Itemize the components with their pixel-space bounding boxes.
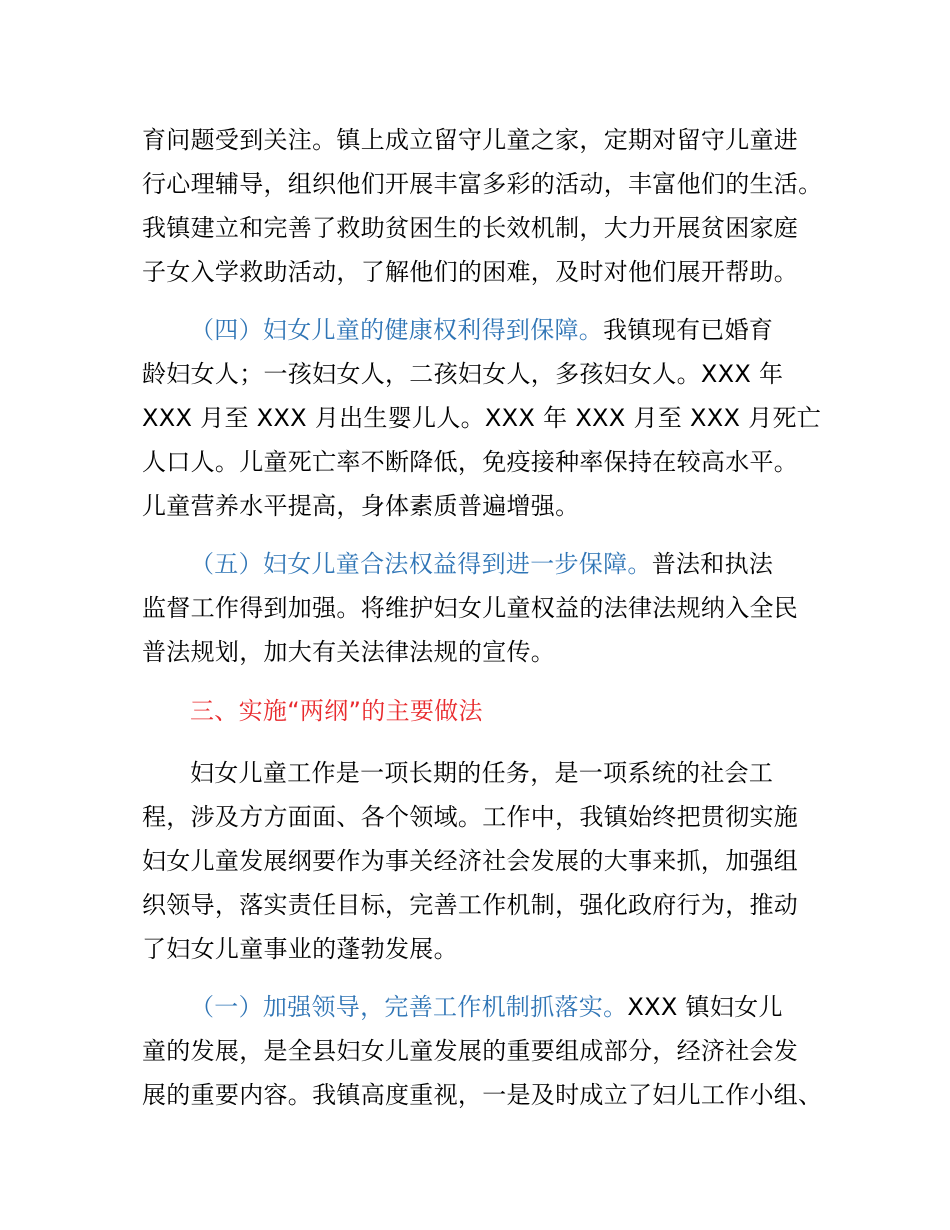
paragraph-line: 了妇女儿童事业的蓬勃发展。 <box>142 935 458 963</box>
paragraph-line: 子女入学救助活动，了解他们的困难，及时对他们展开帮助。 <box>142 258 799 286</box>
paragraph-line: 龄妇女人；一孩妇女人，二孩妇女人，多孩妇女人。XXX 年 <box>142 360 784 388</box>
paragraph-line: 织领导，落实责任目标，完善工作机制，强化政府行为，推动 <box>142 891 799 919</box>
paragraph-line: 妇女儿童发展纲要作为事关经济社会发展的大事来抓，加强组 <box>142 847 799 875</box>
section-4-first-line <box>190 313 773 347</box>
section-text: 普法和执法 <box>651 550 774 578</box>
section-heading: （一）加强领导，完善工作机制抓落实。 <box>190 993 628 1021</box>
paragraph-line: 行心理辅导，组织他们开展丰富多彩的活动，丰富他们的生活。 <box>142 170 823 198</box>
paragraph-line: 人口人。儿童死亡率不断降低，免疫接种率保持在较高水平。 <box>142 448 799 476</box>
section-1-first-line <box>190 990 783 1024</box>
paragraph-line: 展的重要内容。我镇高度重视，一是及时成立了妇儿工作小组、 <box>142 1081 823 1109</box>
paragraph-line: 监督工作得到加强。将维护妇女儿童权益的法律法规纳入全民 <box>142 594 799 622</box>
paragraph-line: 儿童营养水平提高，身体素质普遍增强。 <box>142 492 580 520</box>
part-heading: 三、实施“两纲”的主要做法 <box>190 697 483 725</box>
paragraph-line: 我镇建立和完善了救助贫困生的长效机制，大力开展贫困家庭 <box>142 214 799 242</box>
paragraph-line: XXX 月至 XXX 月出生婴儿人。XXX 年 XXX 月至 XXX 月死亡 <box>142 404 822 432</box>
section-text: 我镇现有已婚育 <box>603 316 774 344</box>
paragraph-first-line: 妇女儿童工作是一项长期的任务，是一项系统的社会工 <box>190 759 774 787</box>
paragraph-line: 程，涉及方方面面、各个领域。工作中，我镇始终把贯彻实施 <box>142 803 799 831</box>
section-heading: （五）妇女儿童合法权益得到进一步保障。 <box>190 550 652 578</box>
paragraph-line: 童的发展，是全县妇女儿童发展的重要组成部分，经济社会发 <box>142 1037 799 1065</box>
paragraph-line: 普法规划，加大有关法律法规的宣传。 <box>142 638 556 666</box>
paragraph-line: 育问题受到关注。镇上成立留守儿童之家，定期对留守儿童进 <box>142 126 799 154</box>
section-text: XXX 镇妇女儿 <box>627 993 783 1021</box>
section-heading: （四）妇女儿童的健康权利得到保障。 <box>190 316 604 344</box>
section-5-first-line <box>190 547 773 581</box>
